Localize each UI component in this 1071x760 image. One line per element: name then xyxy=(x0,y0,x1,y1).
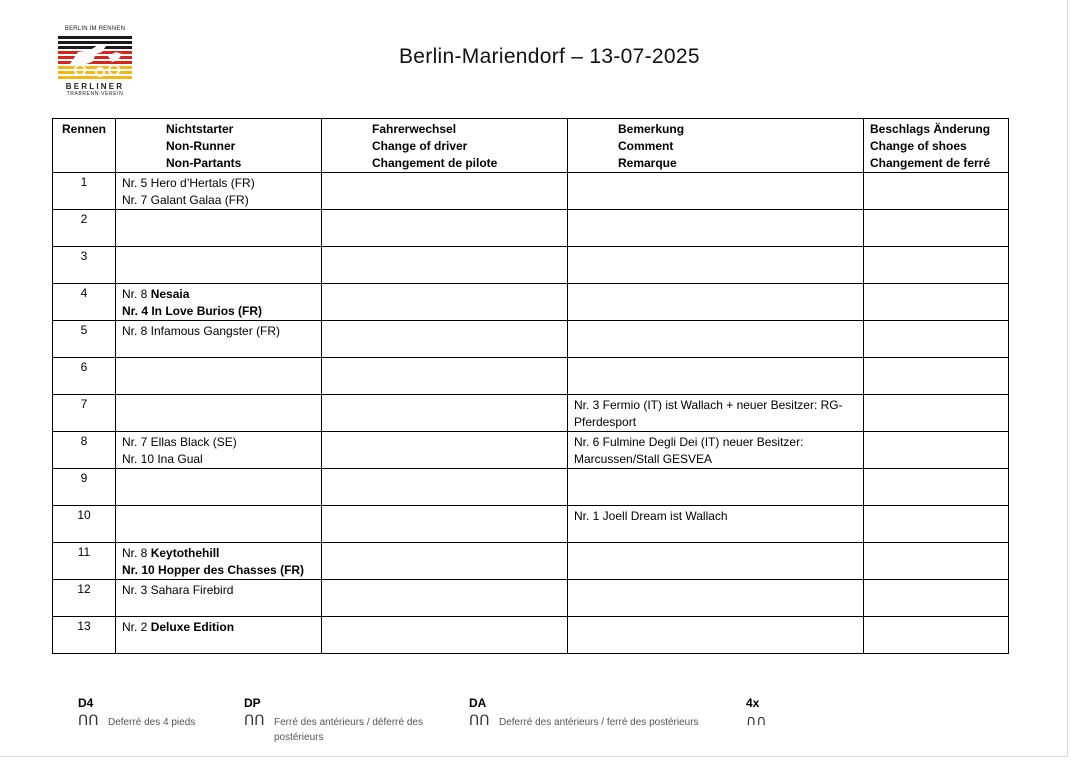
race-number: 11 xyxy=(53,543,116,580)
horseshoe-icon: ᑎᑎ xyxy=(469,713,490,729)
nonrunner-cell xyxy=(116,321,322,358)
nonrunner-bold-text: Nr. 4 In Love Burios (FR) xyxy=(122,304,263,318)
driver-change-cell xyxy=(322,173,568,210)
legend-code: DP xyxy=(244,696,261,710)
shoes-change-cell xyxy=(864,284,1009,321)
comment-cell: Nr. 6 Fulmine Degli Dei (IT) neuer Besitzer: Marcussen/Stall GESVEA xyxy=(568,432,864,469)
driver-change-cell xyxy=(322,617,568,654)
legend-code: D4 xyxy=(78,696,94,710)
header-comment: Bemerkung Comment Remarque xyxy=(568,119,864,173)
driver-change-cell xyxy=(322,321,568,358)
table-row xyxy=(53,432,1009,469)
comment-cell xyxy=(568,580,864,617)
comment-cell: Nr. 3 Fermio (IT) ist Wallach + neuer Besitzer: RG-Pferdesport xyxy=(568,395,864,432)
nonrunner-text: Nr. 2 xyxy=(122,620,151,634)
legend-text: Deferré des 4 pieds xyxy=(108,717,196,728)
nonrunner-cell xyxy=(116,543,322,580)
table-row xyxy=(53,210,1009,247)
driver-change-cell xyxy=(322,580,568,617)
driver-change-cell xyxy=(322,543,568,580)
table-row xyxy=(53,543,1009,580)
driver-change-cell xyxy=(322,395,568,432)
race-number: 7 xyxy=(53,395,116,432)
comment-cell xyxy=(568,210,864,247)
comment-cell xyxy=(568,284,864,321)
shoes-change-cell xyxy=(864,247,1009,284)
nonrunner-cell xyxy=(116,358,322,395)
nonrunner-text: Nr. 7 Galant Galaa (FR) xyxy=(122,193,249,207)
legend-text: Deferré des antérieurs / ferré des postérieurs xyxy=(499,717,699,728)
nonrunner-cell xyxy=(116,395,322,432)
nonrunner-cell xyxy=(116,210,322,247)
driver-change-cell xyxy=(322,210,568,247)
nonrunner-cell xyxy=(116,173,322,210)
driver-change-cell xyxy=(322,247,568,284)
comment-cell xyxy=(568,617,864,654)
comment-cell: Nr. 1 Joell Dream ist Wallach xyxy=(568,506,864,543)
table-row xyxy=(53,321,1009,358)
driver-change-cell xyxy=(322,284,568,321)
horseshoe-icon: ᑎᑎ xyxy=(78,713,99,729)
shoes-change-cell xyxy=(864,617,1009,654)
comment-cell xyxy=(568,469,864,506)
legend-text: Ferré des antérieurs / déferré des postérieurs xyxy=(274,717,423,743)
race-number: 2 xyxy=(53,210,116,247)
header-nonrunner: Nichtstarter Non-Runner Non-Partants xyxy=(116,119,322,173)
table-row xyxy=(53,358,1009,395)
race-number: 6 xyxy=(53,358,116,395)
race-number: 12 xyxy=(53,580,116,617)
header-driver: Fahrerwechsel Change of driver Changement de pilote xyxy=(322,119,568,173)
legend-code: DA xyxy=(469,696,487,710)
race-number: 3 xyxy=(53,247,116,284)
logo-flag-horse-graphic xyxy=(56,34,134,82)
shoes-change-cell xyxy=(864,358,1009,395)
legend-item xyxy=(746,696,776,729)
nonrunner-text: Nr. 8 xyxy=(122,546,151,560)
nonrunner-bold-text: Deluxe Edition xyxy=(150,620,235,634)
driver-change-cell xyxy=(322,358,568,395)
race-table xyxy=(52,118,1009,654)
shoes-change-cell xyxy=(864,321,1009,358)
shoes-change-cell xyxy=(864,173,1009,210)
logo xyxy=(56,26,134,102)
comment-cell xyxy=(568,247,864,284)
nonrunner-bold-text: Keytothehill xyxy=(150,546,220,560)
legend-item xyxy=(78,696,195,730)
race-number: 5 xyxy=(53,321,116,358)
shoes-change-cell xyxy=(864,469,1009,506)
race-number: 10 xyxy=(53,506,116,543)
shoes-change-cell xyxy=(864,210,1009,247)
table-header-row xyxy=(53,119,1009,173)
shoes-change-cell xyxy=(864,543,1009,580)
logo-name-text: BERLINER xyxy=(65,82,125,91)
table-row xyxy=(53,247,1009,284)
nonrunner-bold-text: Nesaia xyxy=(150,287,190,301)
shoes-change-cell xyxy=(864,506,1009,543)
driver-change-cell xyxy=(322,432,568,469)
nonrunner-cell xyxy=(116,432,322,469)
nonrunner-text: Nr. 8 xyxy=(122,287,151,301)
shoes-change-cell xyxy=(864,395,1009,432)
legend-code: 4x xyxy=(746,696,760,710)
comment-cell xyxy=(568,173,864,210)
nonrunner-cell xyxy=(116,617,322,654)
nonrunner-cell xyxy=(116,247,322,284)
nonrunner-text: Nr. 8 Infamous Gangster (FR) xyxy=(122,324,281,338)
race-number: 1 xyxy=(53,173,116,210)
horseshoe-icon: ∩∩ xyxy=(746,713,767,729)
legend-item xyxy=(469,696,699,730)
nonrunner-text: Nr. 10 Ina Gual xyxy=(122,452,203,466)
nonrunner-cell xyxy=(116,469,322,506)
nonrunner-text: Nr. 3 Sahara Firebird xyxy=(122,583,234,597)
comment-cell xyxy=(568,358,864,395)
table-row xyxy=(53,617,1009,654)
shoes-change-cell xyxy=(864,580,1009,617)
page-title: Berlin-Mariendorf – 13-07-2025 xyxy=(399,45,700,68)
logo-sub-text: TRABRENN-VEREIN xyxy=(66,91,124,97)
nonrunner-bold-text: Nr. 10 Hopper des Chasses (FR) xyxy=(122,563,305,577)
comment-cell xyxy=(568,543,864,580)
nonrunner-cell xyxy=(116,506,322,543)
legend-item xyxy=(244,696,434,745)
driver-change-cell xyxy=(322,469,568,506)
nonrunner-cell xyxy=(116,284,322,321)
header-race: Rennen xyxy=(53,119,116,173)
table-row xyxy=(53,580,1009,617)
nonrunner-text: Nr. 5 Hero d’Hertals (FR) xyxy=(122,176,255,190)
driver-change-cell xyxy=(322,506,568,543)
comment-cell xyxy=(568,321,864,358)
horseshoe-icon: ᑎᑎ xyxy=(244,713,265,729)
table-row xyxy=(53,469,1009,506)
header-shoes: Beschlags Änderung Change of shoes Changement de ferré xyxy=(864,119,1009,173)
table-row xyxy=(53,173,1009,210)
race-number: 4 xyxy=(53,284,116,321)
race-number: 8 xyxy=(53,432,116,469)
race-number: 13 xyxy=(53,617,116,654)
logo-top-text: BERLIN IM RENNEN xyxy=(64,26,126,32)
race-number: 9 xyxy=(53,469,116,506)
nonrunner-cell xyxy=(116,580,322,617)
table-row xyxy=(53,284,1009,321)
table-row xyxy=(53,395,1009,432)
nonrunner-text: Nr. 7 Ellas Black (SE) xyxy=(122,435,237,449)
table-row xyxy=(53,506,1009,543)
shoes-change-cell xyxy=(864,432,1009,469)
